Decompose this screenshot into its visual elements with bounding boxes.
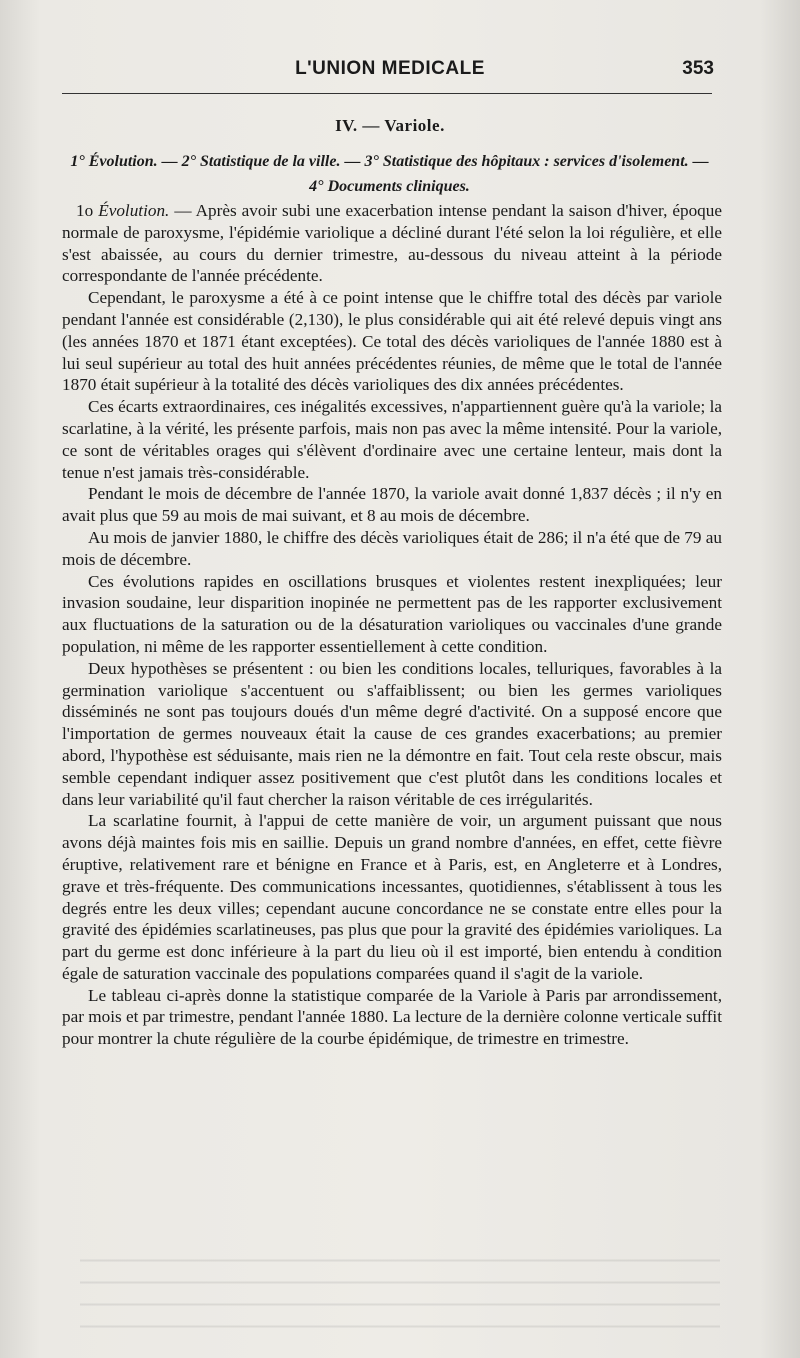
section-number: 1o: [76, 201, 94, 220]
paragraph: Cependant, le paroxysme a été à ce point intense que le chiffre total des décès par variole pendant l'année est considérable (2,130), le plus considérable qui ait été relevé depuis vingt ans (les années 1870 et 1871 étant exceptées). Ce total des décès varioliques de l'année 1880 est à lui seul supérieur au total des huit années précédentes réunies, de même que le total de l'année 1870 était supérieur à la totalité des décès varioliques des dix années précédentes.: [62, 288, 722, 395]
paragraph-text: — Après avoir subi une exacerbation intense pendant la saison d'hiver, époque normale de paroxysme, l'épidémie variolique a décliné durant l'été selon la loi régulière, et elle s'est abaissée, au cours du dernier trimestre, au-dessous du niveau atteint à la période correspondante de l'année précédente.: [62, 201, 723, 286]
page-number: 353: [682, 58, 714, 79]
paragraph: Ces écarts extraordinaires, ces inégalités excessives, n'appartiennent guère qu'à la variole; la scarlatine, à la vérité, les présente parfois, mais non pas avec la même intensité. Pour la variole, ce sont de véritables orages qui s'élèvent d'ordinaire avec une certaine lenteur, mais dont la tenue n'est jamais très-considérable.: [62, 397, 722, 482]
paragraph: Pendant le mois de décembre de l'année 1870, la variole avait donné 1,837 décès ; il n'y en avait plus que 59 au mois de mai suivant, et 8 au mois de décembre.: [62, 484, 722, 526]
bleed-through-texture: [80, 1245, 720, 1335]
lead-phrase: Évolution.: [98, 201, 170, 220]
running-title: L'UNION MEDICALE: [295, 58, 485, 79]
paragraph: Au mois de janvier 1880, le chiffre des décès varioliques était de 286; il n'a été que de 79 au mois de décembre.: [62, 527, 722, 569]
running-head: [60, 58, 720, 88]
paragraph: La scarlatine fournit, à l'appui de cette manière de voir, un argument puissant que nous avons déjà maintes fois mis en saillie. Depuis un grand nombre d'années, en effet, cette fièvre éruptive, relativement rare et bénigne en France et à Paris, est, en Angleterre et à Londres, grave et très-fréquente. Des communications incessantes, quotidiennes, s'établissent à tous les degrés entre les deux villes; cependant aucune concordance ne se constate entre elles pour la gravité des épidémies scarlatineuses, pas plus que pour la gravité des épidémies varioliques. La part du germe est donc inférieure à la part du lieu où il est importé, bien entendu à condition égale de saturation vaccinale des populations comparées quand il s'agit de la variole.: [62, 811, 722, 983]
paragraph: Ces évolutions rapides en oscillations brusques et violentes restent inexpliquées; leur invasion soudaine, leur disparition inopinée ne permettent pas de les rapporter exclusivement aux fluctuations de la saturation ou de la désaturation varioliques ou vaccinales d'une grande population, ni même de les rapporter essentiellement à cette condition.: [62, 571, 722, 656]
section-heading: IV. — Variole.: [335, 116, 445, 135]
paragraph-evolution: [62, 200, 722, 287]
paragraph: Le tableau ci-après donne la statistique comparée de la Variole à Paris par arrondissement, par mois et par trimestre, pendant l'année 1880. La lecture de la dernière colonne verticale suffit pour montrer la chute régulière de la courbe épidémique, de trimestre en trimestre.: [62, 985, 722, 1049]
article-body: [62, 200, 722, 1050]
header-rule: [62, 93, 712, 94]
paragraph: Deux hypothèses se présentent : ou bien les conditions locales, telluriques, favorables à la germination variolique s'accentuent ou s'affaiblissent; ou bien les germes varioliques disséminés ne sont pas toujours doués d'un même degré d'activité. On a supposé encore que l'importation de germes nouveaux était la cause de ces grandes exacerbations; au premier abord, l'hypothèse est séduisante, mais rien ne la démontre en fait. Tout cela reste obscur, mais semble cependant indiquer assez positivement que c'est plutôt dans les conditions locales et dans leur variabilité qu'il faut chercher la raison véritable de ces irrégularités.: [62, 658, 722, 809]
section-summary: 1° Évolution. — 2° Statistique de la ville. — 3° Statistique des hôpitaux : services d'isolement. — 4° Documents cliniques.: [70, 153, 709, 195]
